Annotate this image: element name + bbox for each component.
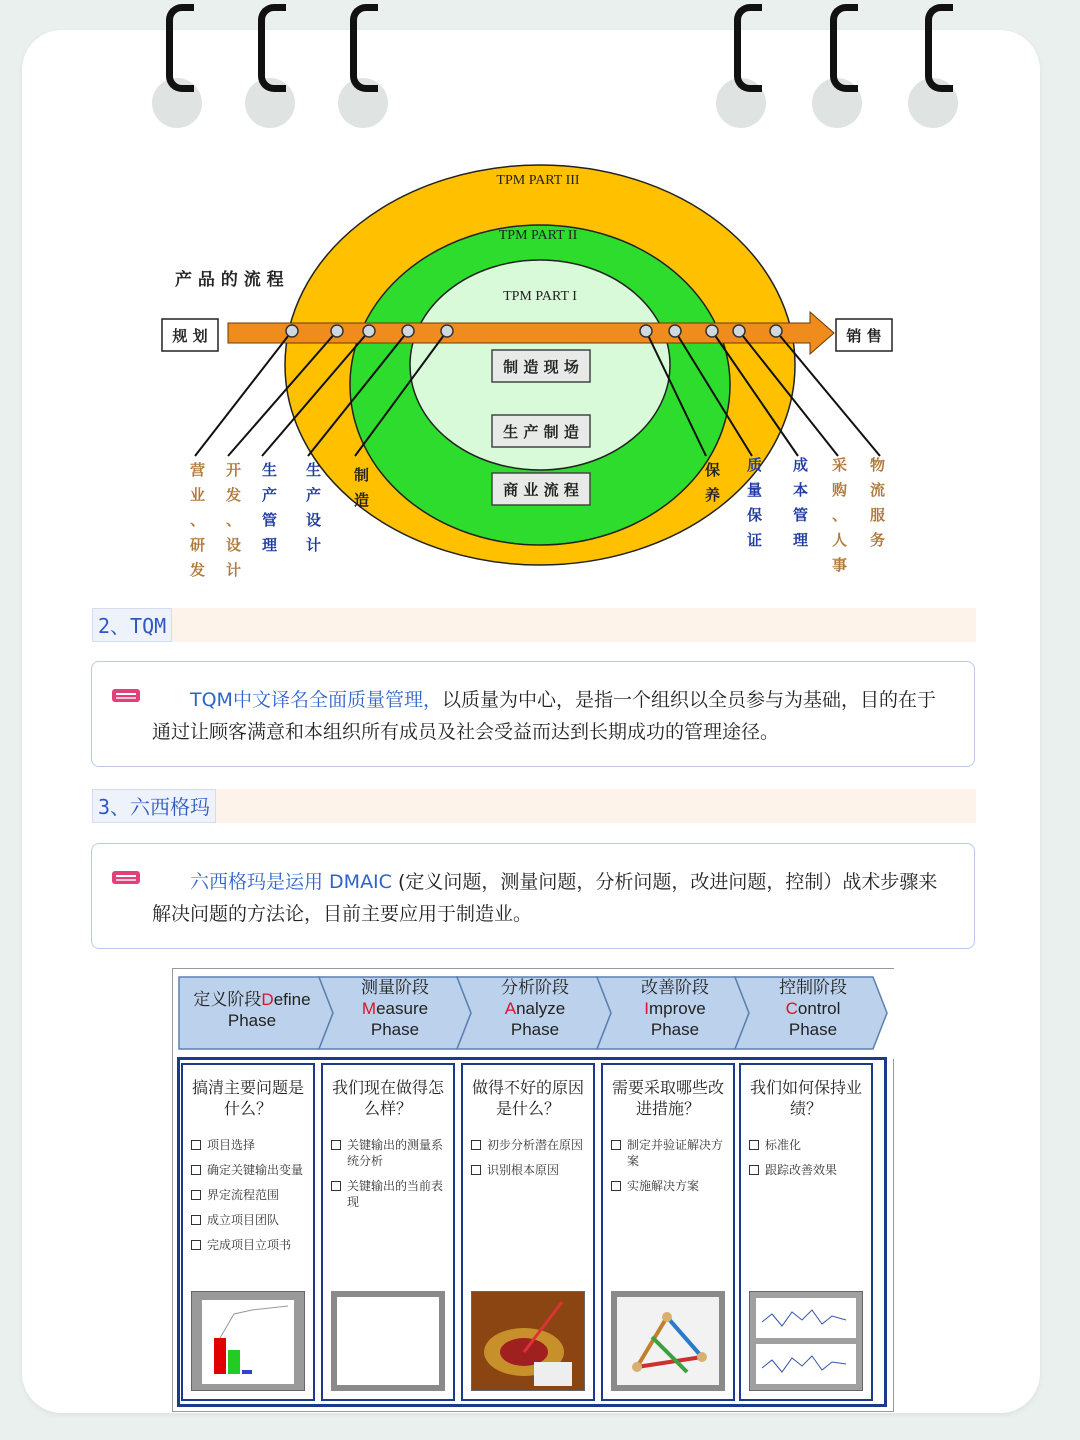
phase-column-improve xyxy=(601,1063,735,1401)
phase-column-control xyxy=(739,1063,873,1401)
vertical-label-char: 流 xyxy=(870,481,886,499)
tpm-diagram xyxy=(150,140,920,585)
binder-ring xyxy=(350,4,378,92)
tqm-note xyxy=(91,661,975,767)
phase-header-analyze xyxy=(465,977,605,1049)
binder-ring xyxy=(925,4,953,92)
phase-header-measure xyxy=(325,977,465,1049)
pareto-chart-thumbnail xyxy=(191,1291,305,1391)
phase-question: 我们如何保持业绩？ xyxy=(749,1078,862,1118)
pareto-chart-image xyxy=(192,1292,304,1390)
tpm-part3-label: TPM PART III xyxy=(496,173,580,188)
six-sigma-body: (定义问题，测量问题，分析问题，改进问题，控制）战术步骤来解决问题的方法论，目前主要应用于制造业。 xyxy=(152,871,938,925)
phase-question: 我们现在做得怎么样？ xyxy=(331,1078,444,1118)
binder-ring xyxy=(830,4,858,92)
vertical-label-char: 理 xyxy=(262,536,278,554)
checklist-item: 成立项目团队 xyxy=(191,1212,307,1228)
vertical-label-char: 务 xyxy=(870,531,886,549)
six-sigma-note-text xyxy=(152,866,952,930)
section-title: 3、六西格玛 xyxy=(92,789,216,823)
binder-ring xyxy=(166,4,194,92)
checklist-item: 界定流程范围 xyxy=(191,1187,307,1203)
vertical-label-char: 研 xyxy=(190,536,206,554)
vertical-label-char: 养 xyxy=(705,486,721,504)
vertical-label-char: 采 xyxy=(832,456,848,474)
phase-letter: C xyxy=(785,999,798,1018)
phase-header-define xyxy=(179,989,325,1061)
phase-header-improve xyxy=(605,977,745,1049)
phase-items xyxy=(471,1137,587,1178)
vertical-label-char: 生 xyxy=(306,461,322,479)
tpm-label-purchase-hr xyxy=(832,456,847,574)
tpm-part1-label: TPM PART I xyxy=(503,289,577,304)
phase-word: Phase xyxy=(227,1011,277,1030)
vertical-label-char: 量 xyxy=(747,481,763,499)
checklist-item: 项目选择 xyxy=(191,1137,307,1153)
dartboard-photo-thumbnail xyxy=(471,1291,585,1391)
vertical-label-char: 业 xyxy=(190,486,206,504)
phase-column-measure xyxy=(321,1063,455,1401)
vertical-label-char: 开 xyxy=(226,461,242,479)
phase-en: mprove xyxy=(649,999,706,1018)
vertical-label-char: 人 xyxy=(832,531,848,549)
binder-ring xyxy=(734,4,762,92)
phase-en: nalyze xyxy=(516,999,566,1018)
outer-box-label: 商 业 流 程 xyxy=(503,481,579,499)
phase-items xyxy=(611,1137,727,1194)
construction-toy-thumbnail xyxy=(611,1291,725,1391)
vertical-label-char: 保 xyxy=(747,506,763,524)
dmaic-diagram xyxy=(172,968,894,1412)
phase-header-control xyxy=(743,977,883,1049)
phase-en: efine xyxy=(273,990,311,1009)
checklist-item: 关键输出的当前表现 xyxy=(331,1178,447,1210)
tqm-body: 以质量为中心，是指一个组织以全员参与为基础，目的在于通过让顾客满意和本组织所有成员及社会受益而达到长期成功的管理途径。 xyxy=(152,689,936,743)
phase-column-define xyxy=(181,1063,315,1401)
phase-word: Phase xyxy=(650,1020,700,1039)
section-title: 2、TQM xyxy=(92,608,172,642)
phase-column-analyze xyxy=(461,1063,595,1401)
vertical-label-char: 成 xyxy=(793,456,809,474)
vertical-label-char: 生 xyxy=(262,461,278,479)
tpm-label-sales-rd xyxy=(189,461,205,579)
section-header-tqm xyxy=(92,608,976,642)
vertical-label-char: 产 xyxy=(306,486,322,504)
checklist-item: 完成项目立项书 xyxy=(191,1237,307,1253)
phase-question: 搞清主要问题是什么？ xyxy=(191,1078,304,1118)
vertical-label-char: 管 xyxy=(262,511,278,529)
vertical-label-char: 设 xyxy=(226,536,242,554)
phase-cn: 定义阶段 xyxy=(193,990,262,1009)
checklist-item: 标准化 xyxy=(749,1137,865,1153)
section-header-six-sigma xyxy=(92,789,976,823)
phase-cn: 分析阶段 xyxy=(501,978,569,997)
checklist-item: 确定关键输出变量 xyxy=(191,1162,307,1178)
vertical-label-char: 保 xyxy=(705,461,721,479)
blank-image-thumbnail xyxy=(331,1291,445,1391)
vertical-label-char: 、 xyxy=(190,511,206,529)
phase-letter: I xyxy=(644,999,650,1018)
vertical-label-char: 发 xyxy=(190,561,206,579)
phase-word: Phase xyxy=(510,1020,560,1039)
vertical-label-char: 营 xyxy=(190,461,206,479)
checklist-item: 制定并验证解决方案 xyxy=(611,1137,727,1169)
vertical-label-char: 管 xyxy=(793,506,809,524)
vertical-label-char: 理 xyxy=(793,531,809,549)
control-chart-image xyxy=(750,1292,862,1390)
phase-letter: D xyxy=(261,990,274,1009)
vertical-label-char: 本 xyxy=(793,481,809,499)
tqm-note-text xyxy=(152,684,952,748)
six-sigma-highlight: 六西格玛是运用 DMAIC xyxy=(190,871,392,893)
vertical-label-char: 计 xyxy=(306,536,322,554)
construction-toy-photo xyxy=(617,1297,719,1385)
vertical-label-char: 、 xyxy=(226,511,242,529)
checklist-item: 初步分析潜在原因 xyxy=(471,1137,587,1153)
vertical-label-char: 物 xyxy=(870,456,886,474)
phase-letter: M xyxy=(361,999,377,1018)
ticket-icon xyxy=(112,689,140,702)
vertical-label-char: 事 xyxy=(832,556,848,574)
mid-box-label: 生 产 制 造 xyxy=(503,423,579,441)
checklist-item: 关键输出的测量系统分析 xyxy=(331,1137,447,1169)
process-title: 产 品 的 流 程 xyxy=(175,270,284,290)
plan-box-label: 规 划 xyxy=(172,327,208,345)
tpm-part2-label: TPM PART II xyxy=(498,228,578,243)
phase-letter: A xyxy=(504,999,517,1018)
vertical-label-char: 计 xyxy=(226,561,242,579)
vertical-label-char: 、 xyxy=(832,506,848,524)
checklist-item: 跟踪改善效果 xyxy=(749,1162,865,1178)
phase-word: Phase xyxy=(370,1020,420,1039)
control-chart-thumbnail xyxy=(749,1291,863,1391)
phase-cn: 控制阶段 xyxy=(779,978,847,997)
checklist-item: 实施解决方案 xyxy=(611,1178,727,1194)
phase-items xyxy=(191,1137,307,1253)
ticket-icon xyxy=(112,871,140,884)
vertical-label-char: 设 xyxy=(306,511,322,529)
vertical-label-char: 发 xyxy=(226,486,242,504)
vertical-label-char: 证 xyxy=(747,531,763,549)
phase-question: 做得不好的原因是什么？ xyxy=(471,1078,584,1118)
phase-items xyxy=(749,1137,865,1178)
phase-question: 需要采取哪些改进措施？ xyxy=(611,1078,724,1118)
binder-ring xyxy=(258,4,286,92)
phase-en: easure xyxy=(376,999,429,1018)
vertical-label-char: 购 xyxy=(832,481,848,499)
phase-cn: 改善阶段 xyxy=(641,978,709,997)
phase-cn: 测量阶段 xyxy=(361,978,429,997)
dartboard-photo xyxy=(472,1292,584,1390)
phase-en: ontrol xyxy=(797,999,841,1018)
sales-box-label: 销 售 xyxy=(846,327,882,345)
vertical-label-char: 服 xyxy=(870,506,886,524)
vertical-label-char: 造 xyxy=(354,491,370,509)
six-sigma-note xyxy=(91,843,975,949)
phase-word: Phase xyxy=(788,1020,838,1039)
inner-box-label: 制 造 现 场 xyxy=(503,358,579,376)
phase-items xyxy=(331,1137,447,1210)
tpm-label-dev-design xyxy=(225,461,241,579)
checklist-item: 识别根本原因 xyxy=(471,1162,587,1178)
tqm-highlight: TQM中文译名全面质量管理， xyxy=(190,689,442,711)
vertical-label-char: 产 xyxy=(262,486,278,504)
vertical-label-char: 质 xyxy=(747,456,763,474)
vertical-label-char: 制 xyxy=(354,466,370,484)
